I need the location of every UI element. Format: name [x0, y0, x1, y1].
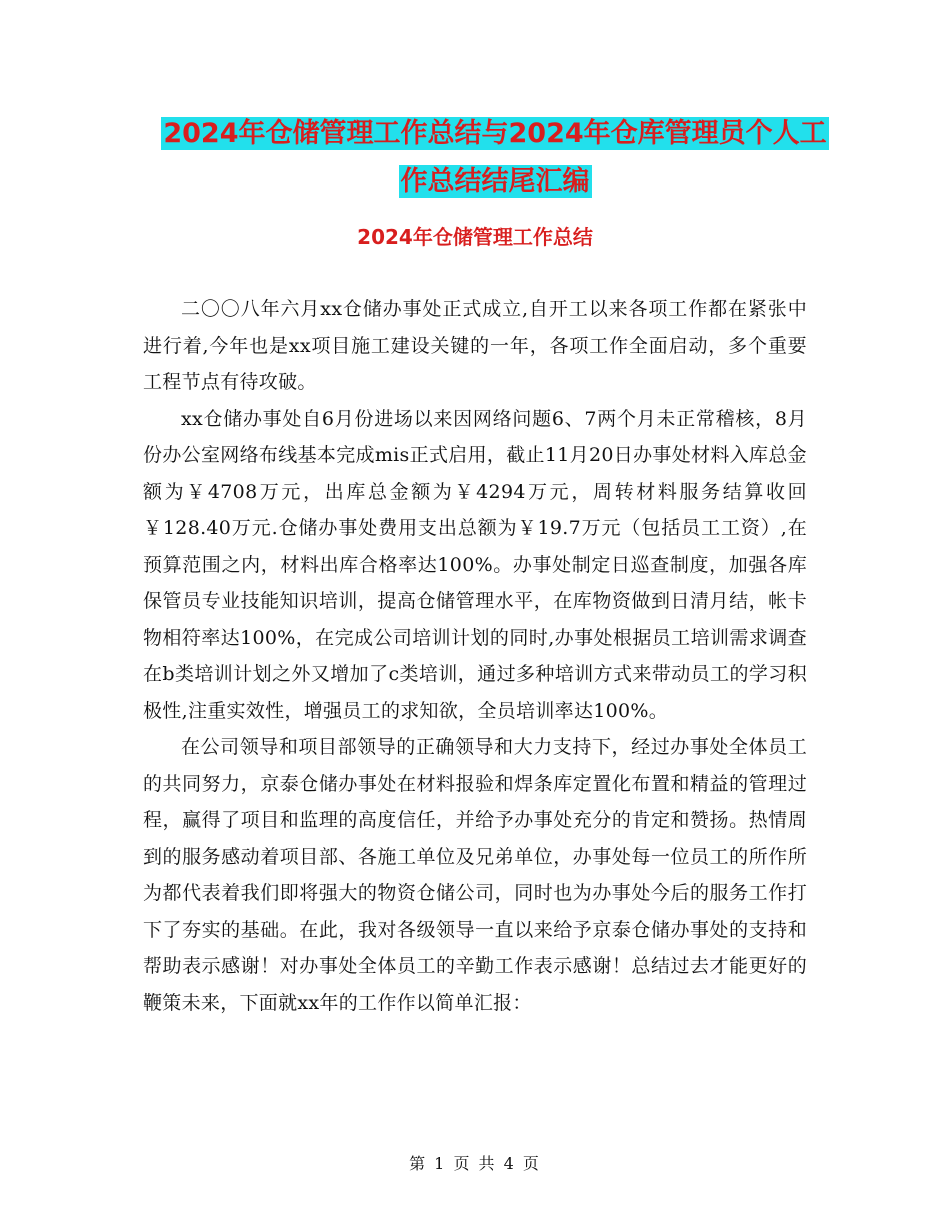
- document-title-line-1: 2024年仓储管理工作总结与2024年仓库管理员个人工: [163, 118, 827, 149]
- document-title: [120, 110, 870, 206]
- body-paragraph: 在公司领导和项目部领导的正确领导和大力支持下，经过办事处全体员工的共同努力，京泰仓储办事处在材料报验和焊条库定置化布置和精益的管理过程，赢得了项目和监理的高度信任，并给予办事处充分的肯定和赞扬。热情周到的服务感动着项目部、各施工单位及兄弟单位，办事处每一位员工的所作所为都代表着我们即将强大的物资仓储公司，同时也为办事处今后的服务工作打下了夯实的基础。在此，我对各级领导一直以来给予京泰仓储办事处的支持和帮助表示感谢！对办事处全体员工的辛勤工作表示感谢！总结过去才能更好的鞭策未来，下面就xx年的工作作以简单汇报：: [143, 736, 807, 1014]
- body-paragraph: xx仓储办事处自6月份进场以来因网络问题6、7两个月未正常稽核，8月份办公室网络布线基本完成mis正式启用，截止11月20日办事处材料入库总金额为￥4708万元，出库总金额为￥4294万元，周转材料服务结算收回￥128.40万元.仓储办事处费用支出总额为￥19.7万元（包括员工工资）,在预算范围之内，材料出库合格率达100%。办事处制定日巡查制度，加强各库保管员专业技能知识培训，提高仓储管理水平，在库物资做到日清月结，帐卡物相符率达100%，在完成公司培训计划的同时,办事处根据员工培训需求调查在b类培训计划之外又增加了c类培训，通过多种培训方式来带动员工的学习积极性,注重实效性，增强员工的求知欲，全员培训率达100%。: [143, 407, 807, 722]
- page-footer: 第 1 页 共 4 页: [409, 1154, 541, 1173]
- section-title: 2024年仓储管理工作总结: [357, 225, 593, 249]
- document-body: [143, 291, 807, 1021]
- document-title-line-2: 作总结结尾汇编: [400, 166, 590, 197]
- body-paragraph: 二〇〇八年六月xx仓储办事处正式成立,自开工以来各项工作都在紧张中进行着,今年也是xx项目施工建设关键的一年，各项工作全面启动，多个重要工程节点有待攻破。: [143, 298, 807, 393]
